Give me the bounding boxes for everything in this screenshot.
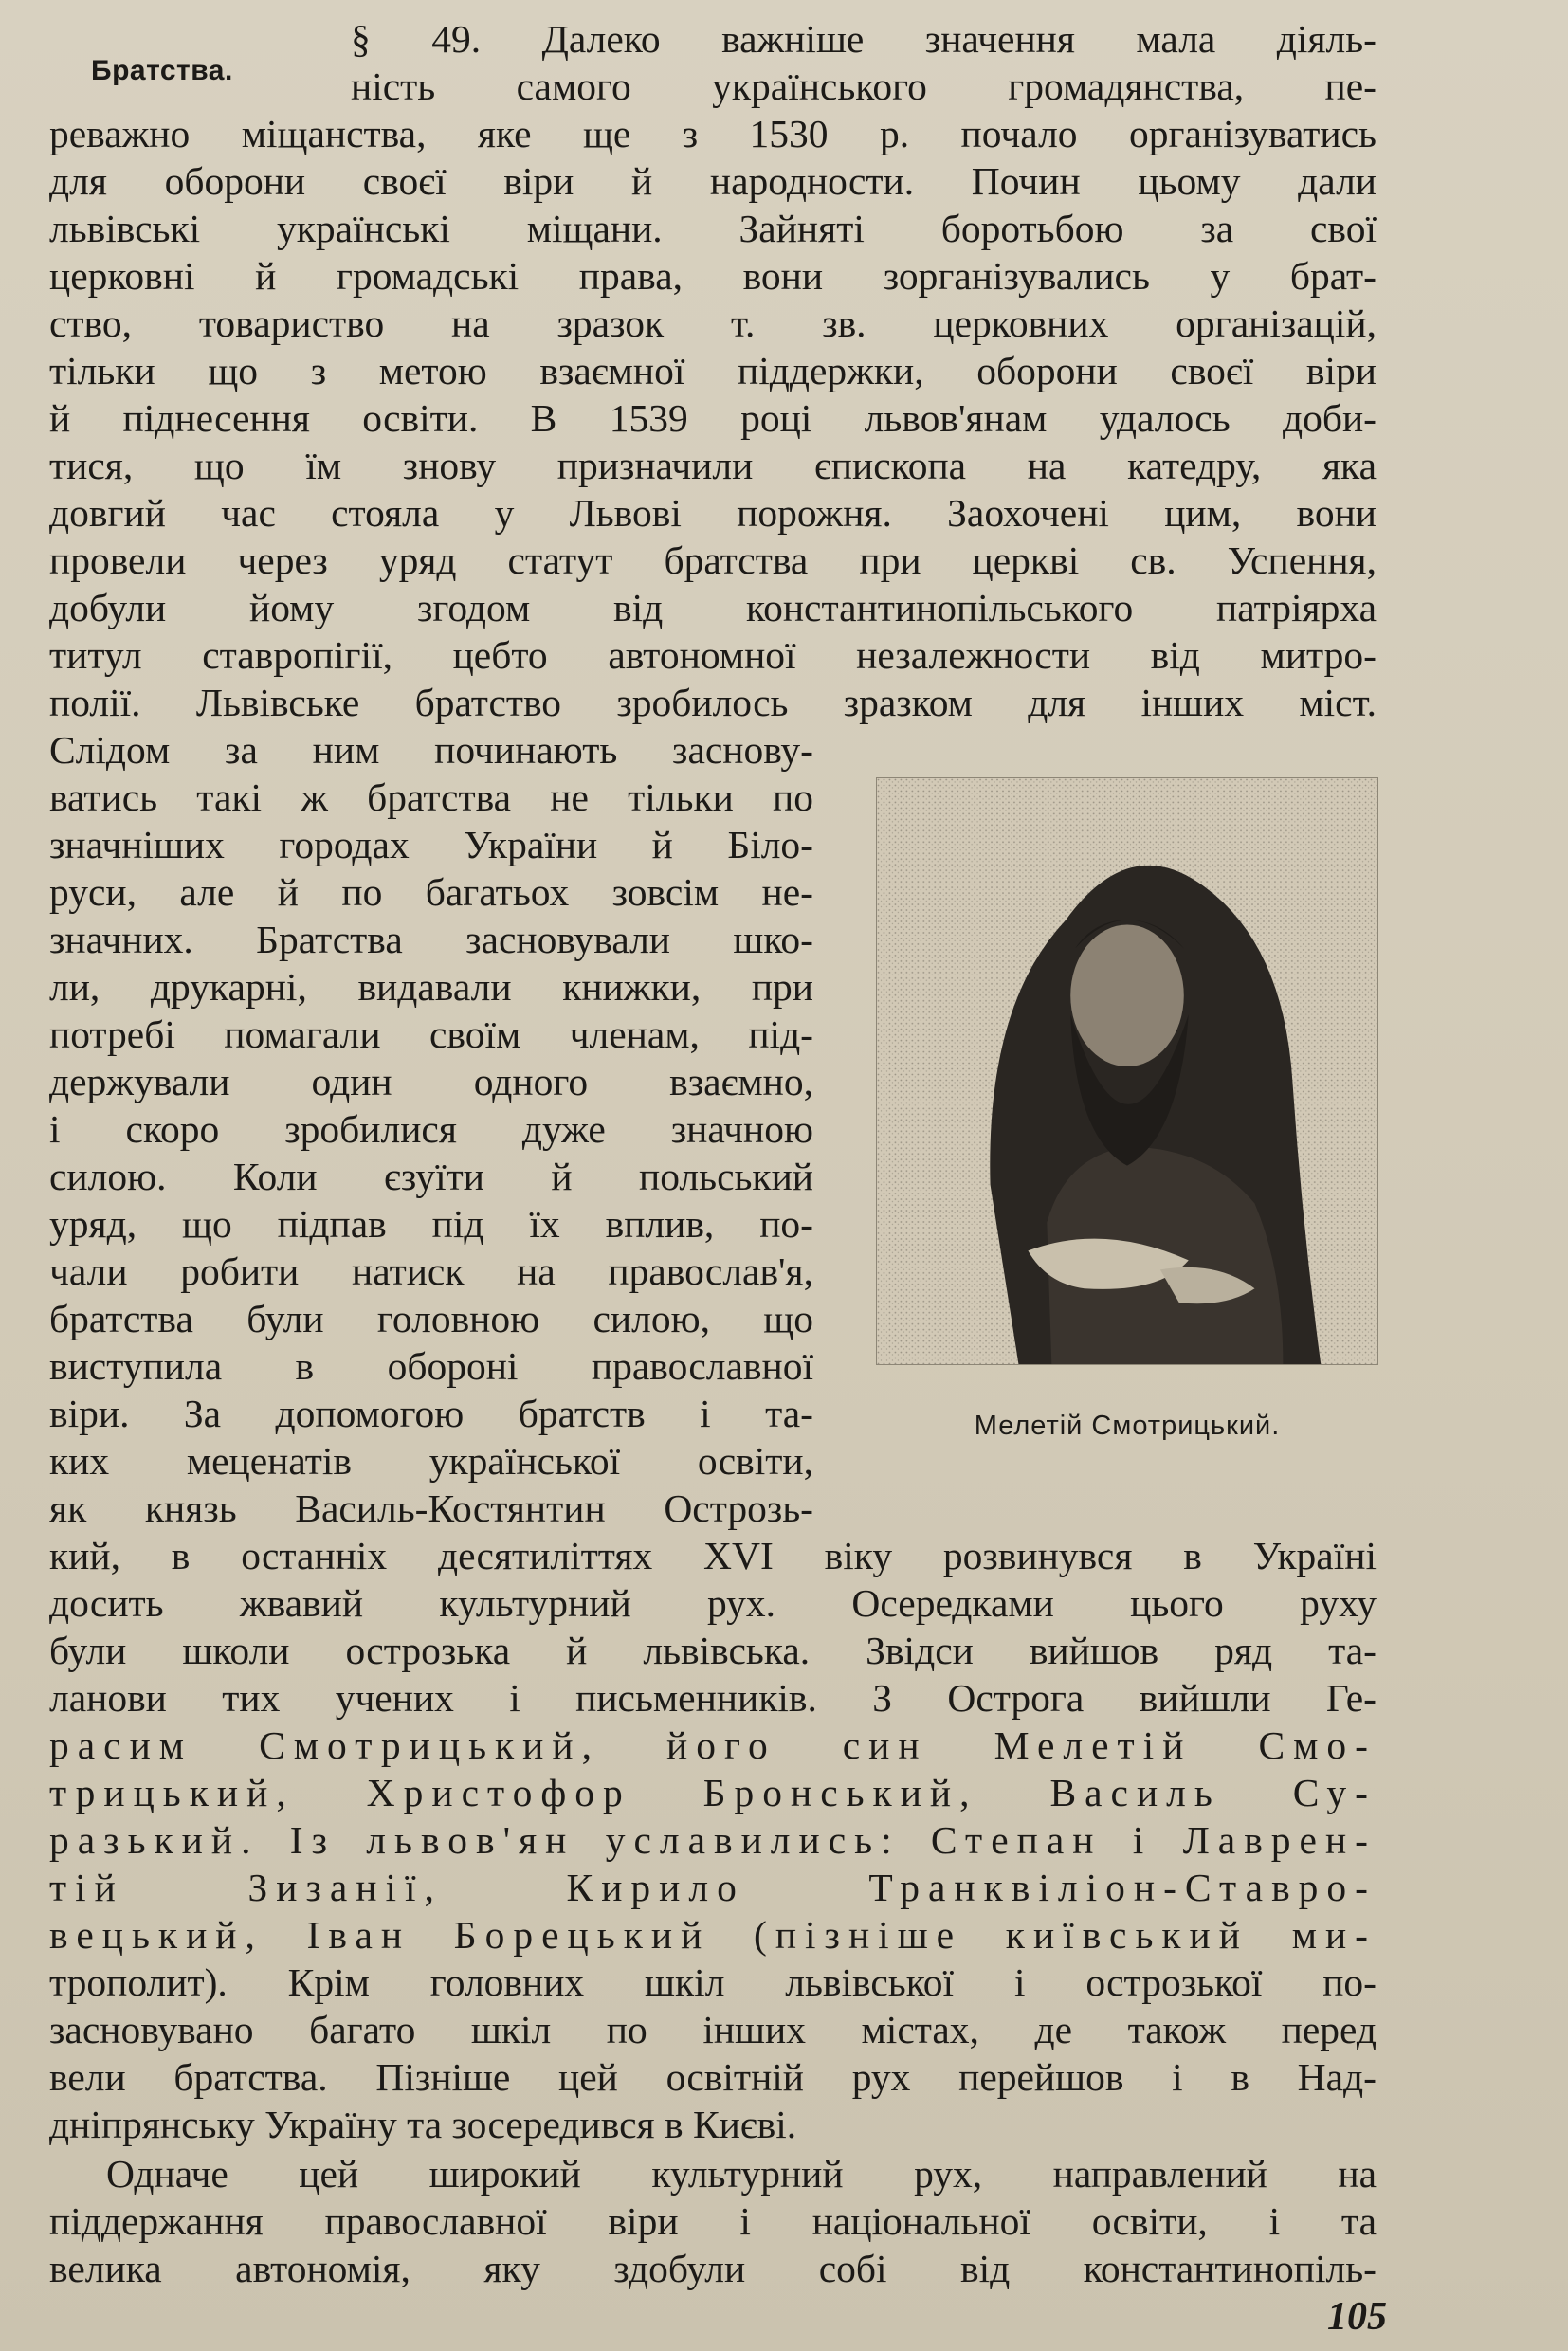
text-line: значніших городах України й Біло- <box>49 823 813 866</box>
text-line: досить жвавий культурний рух. Осередками цього руху <box>49 1581 1377 1625</box>
page-number: 105 <box>1327 2295 1387 2339</box>
text-line: потребі помагали своїм членам, під- <box>49 1012 813 1056</box>
text-line: добули йому згодом від константинопільського патріярха <box>49 586 1377 629</box>
text-line: велика автономія, яку здобули собі від константинопіль- <box>49 2247 1377 2290</box>
text-line: провели через уряд статут братства при церкві св. Успення, <box>49 538 1377 582</box>
text-line: львівські українські міщани. Зайняті боротьбою за свої <box>49 207 1377 250</box>
text-line: ланови тих учених і письменників. З Острога вийшли Ге- <box>49 1676 1377 1720</box>
text-line: дніпрянську Україну та зосередився в Києві. <box>49 2103 797 2146</box>
text-line: титул ставропігії, цебто автономної незалежности від митро- <box>49 633 1377 677</box>
text-line: Слідом за ним починають заснову- <box>49 728 813 772</box>
text-line: чали робити натиск на православ'я, <box>49 1249 813 1293</box>
text-line: церковні й громадські права, вони зорганізувались у брат- <box>49 254 1377 298</box>
text-line: ність самого українського громадянства, пе- <box>351 64 1377 108</box>
text-line: тися, що їм знову призначили єпископа на катедру, яка <box>49 444 1377 487</box>
text-line: расим Смотрицький, його син Мелетій Смо- <box>49 1723 1377 1767</box>
text-line: виступила в обороні православної <box>49 1344 813 1388</box>
text-line: довгий час стояла у Львові порожня. Заохочені цим, вони <box>49 491 1377 535</box>
text-line: ство, товариство на зразок т. зв. церковних організацій, <box>49 301 1377 345</box>
text-line: полії. Львівське братство зробилось зразком для інших міст. <box>49 681 1377 724</box>
text-line: тільки що з метою взаємної піддержки, оборони своєї віри <box>49 349 1377 392</box>
margin-note: Братства. <box>91 55 233 86</box>
text-line: Одначе цей широкий культурний рух, направлений на <box>106 2152 1377 2196</box>
text-line: віри. За допомогою братств і та- <box>49 1392 813 1435</box>
text-line: як князь Василь-Костянтин Острозь- <box>49 1486 813 1530</box>
text-line: держували один одного взаємно, <box>49 1060 813 1103</box>
text-line: ли, друкарні, видавали книжки, при <box>49 965 813 1009</box>
text-line: разький. Із львов'ян уславились: Степан і Лаврен- <box>49 1818 1377 1862</box>
text-line: ватись такі ж братства не тільки по <box>49 775 813 819</box>
figure-caption: Мелетій Смотрицький. <box>974 1411 1281 1441</box>
text-line: й піднесення освіти. В 1539 році львов'янам удалось доби- <box>49 396 1377 440</box>
text-line: засновувано багато шкіл по інших містах, де також перед <box>49 2008 1377 2051</box>
text-line: трицький, Христофор Бронський, Василь Су- <box>49 1771 1377 1814</box>
text-line: силою. Коли єзуїти й польський <box>49 1155 813 1198</box>
text-line: трополит). Крім головних шкіл львівської і острозької по- <box>49 1960 1377 2004</box>
text-line: вецький, Іван Борецький (пізніше київський ми- <box>49 1913 1377 1957</box>
text-line: були школи острозька й львівська. Звідси вийшов ряд та- <box>49 1629 1377 1672</box>
text-line: ких меценатів української освіти, <box>49 1439 813 1483</box>
text-line: тій Зизанії, Кирило Транквіліон-Ставро- <box>49 1866 1377 1909</box>
text-line: і скоро зробилися дуже значною <box>49 1107 813 1151</box>
text-line: для оборони своєї віри й народности. Почин цьому дали <box>49 159 1377 203</box>
text-line: кий, в останніх десятиліттях XVI віку розвинувся в Україні <box>49 1534 1377 1577</box>
text-line: реважно міщанства, яке ще з 1530 р. почало організуватись <box>49 112 1377 155</box>
text-line: вели братства. Пізніше цей освітній рух перейшов і в Над- <box>49 2055 1377 2099</box>
text-line: руси, але й по багатьох зовсім не- <box>49 870 813 914</box>
text-line: уряд, що підпав під їх вплив, по- <box>49 1202 813 1246</box>
text-line: § 49. Далеко важніше значення мала діяль- <box>351 17 1377 61</box>
text-line: піддержання православної віри і національної освіти, і та <box>49 2199 1377 2243</box>
portrait-image <box>876 777 1378 1365</box>
text-line: братства були головною силою, що <box>49 1297 813 1340</box>
text-line: значних. Братства засновували шко- <box>49 918 813 961</box>
